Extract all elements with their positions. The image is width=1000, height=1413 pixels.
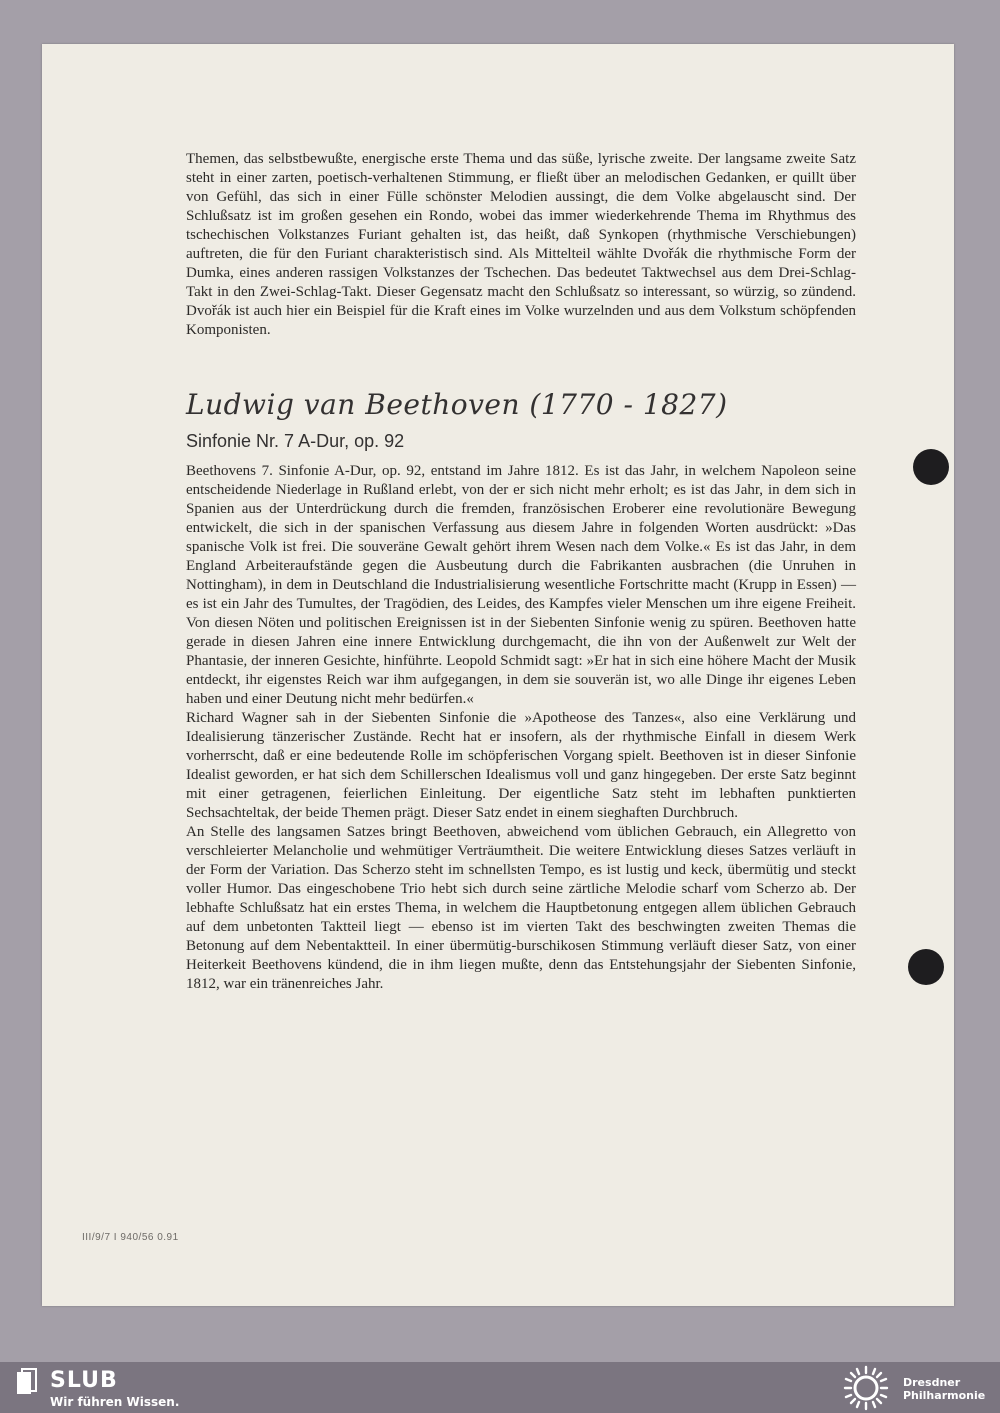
philharmonie-sunburst-icon xyxy=(842,1365,890,1411)
composer-heading: Ludwig van Beethoven (1770 - 1827) xyxy=(186,388,728,421)
library-name: SLUB xyxy=(50,1368,118,1393)
body-paragraph: An Stelle des langsamen Satzes bringt Beethoven, abweichend vom üblichen Gebrauch, ein Allegretto von verschleierter Melancholie und wehmütiger Verträumtheit. Die weitere Entwicklung dieses Satzes verläuft in der Form der Variation. Das Scherzo steht im schnellsten Tempo, es ist lustig und keck, übermütig und steckt voller Humor. Das eingeschobene Trio hebt sich durch seine zärtliche Melodie scharf vom Scherzo ab. Der lebhafte Schlußsatz hat ein erstes Thema, in welchem die Hauptbetonung entgegen allem üblichen Gebrauch auf dem unbetonten Taktteil liegt — ebenso ist im vierten Takt des beschwingten zweiten Themas die Betonung auf dem Nebentaktteil. In einer übermütig-burschikosen Stimmung verläuft dieser Satz, von einer Heiterkeit Beethovens kündend, die in ihm liegen mußte, denn das Entstehungsjahr der Siebenten Sinfonie, 1812, war ein tränenreiches Jahr. xyxy=(186,824,856,992)
body-paragraph: Richard Wagner sah in der Siebenten Sinfonie die »Apotheose des Tanzes«, also eine Verklärung und Idealisierung tänzerischer Zustände. Recht hat er insofern, als der rhythmische Einfall in diesem Werk vorherrscht, daß er eine bedeutende Rolle im schöpferischen Vorgang spielt. Beethoven ist in dieser Sinfonie Idealist geworden, er hat sich dem Schillerschen Idealismus voll und ganz hingegeben. Der erste Satz beginnt mit einer getragenen, feierlichen Einleitung. Der eigentliche Satz steht im lebhaften punktierten Sechsachteltak, der beide Themen prägt. Dieser Satz endet in einem sieghaften Durchbruch. xyxy=(186,710,856,821)
partner-name-line1: Dresdner xyxy=(903,1376,961,1389)
punch-hole xyxy=(913,449,949,485)
document-body xyxy=(186,150,856,994)
library-tagline: Wir führen Wissen. xyxy=(50,1395,180,1409)
partner-name-line2: Philharmonie xyxy=(903,1389,986,1402)
footer-bar xyxy=(0,1362,1000,1413)
document-page xyxy=(42,44,954,1306)
intro-paragraph: Themen, das selbstbewußte, energische erste Thema und das süße, lyrische zweite. Der langsame zweite Satz steht in einer zarten, poetisch-verhaltenen Stimmung, er fließt über an melodischen Gedanken, er quillt über von Gefühl, das sich in einer Fülle schönster Melodien aussingt, die dem Volke abgelauscht sind. Der Schlußsatz ist im großen gesehen ein Rondo, wobei das immer wiederkehrende Thema im Rhythmus des tschechischen Volkstanzes Furiant gehalten ist, das heißt, daß Synkopen (rhythmische Verschiebungen) auftreten, die für den Furiant charakteristisch sind. Als Mittelteil wählte Dvořák die rhythmische Form der Dumka, eines anderen rassigen Volkstanzes der Tschechen. Das bedeutet Taktwechsel aus dem Drei-Schlag-Takt in den Zwei-Schlag-Takt. Dieser Gegensatz macht den Schlußsatz so interessant, so würzig, so zündend. Dvořák ist auch hier ein Beispiel für die Kraft eines im Volke wurzelnden und aus dem Volkstum schöpfenden Komponisten. xyxy=(186,151,856,338)
partner-name xyxy=(903,1376,985,1402)
work-title: Sinfonie Nr. 7 A-Dur, op. 92 xyxy=(186,431,405,451)
catalog-number: III/9/7 I 940/56 0.91 xyxy=(82,1232,179,1243)
body-paragraph: Beethovens 7. Sinfonie A-Dur, op. 92, entstand im Jahre 1812. Es ist das Jahr, in welchem Napoleon seine entscheidende Niederlage in Rußland erlebt, von der er sich nicht mehr erholt; es ist das Jahr, in dem sich in Spanien aus der Unterdrückung durch die fremden, französischen Eroberer eine revolutionäre Bewegung entwickelt, die sich in der spanischen Verfassung aus diesem Jahre in folgenden Worten ausdrückt: »Das spanische Volk ist frei. Die souveräne Gewalt gehört ihrem Wesen nach dem Volke.« Es ist das Jahr, in dem England Arbeiteraufstände gegen die Ausbeutung durch die Fabrikanten ausbrachen (die Unruhen in Nottingham), in dem in Deutschland die Industrialisierung wesentliche Fortschritte macht (Krupp in Essen) — es ist ein Jahr des Tumultes, der Tragödien, des Leides, des Kampfes vieler Menschen um ihre eigene Freiheit. Von diesen Nöten und politischen Ereignissen ist in der Siebenten Sinfonie wenig zu spüren. Beethoven hatte gerade in diesen Jahren eine innere Entwicklung durchgemacht, die ihn von der Außenwelt zur Welt der Phantasie, der inneren Gesichte, hinführte. Leopold Schmidt sagt: »Er hat in sich eine höhere Macht der Musik entdeckt, ihr eigenstes Reich war ihm aufgegangen, in dem sie souverän ist, wo alle Dinge ihr eigenes Leben haben und einer Deutung nicht mehr bedürfen.« xyxy=(186,463,856,707)
punch-hole xyxy=(908,949,944,985)
slub-book-icon xyxy=(16,1368,38,1396)
